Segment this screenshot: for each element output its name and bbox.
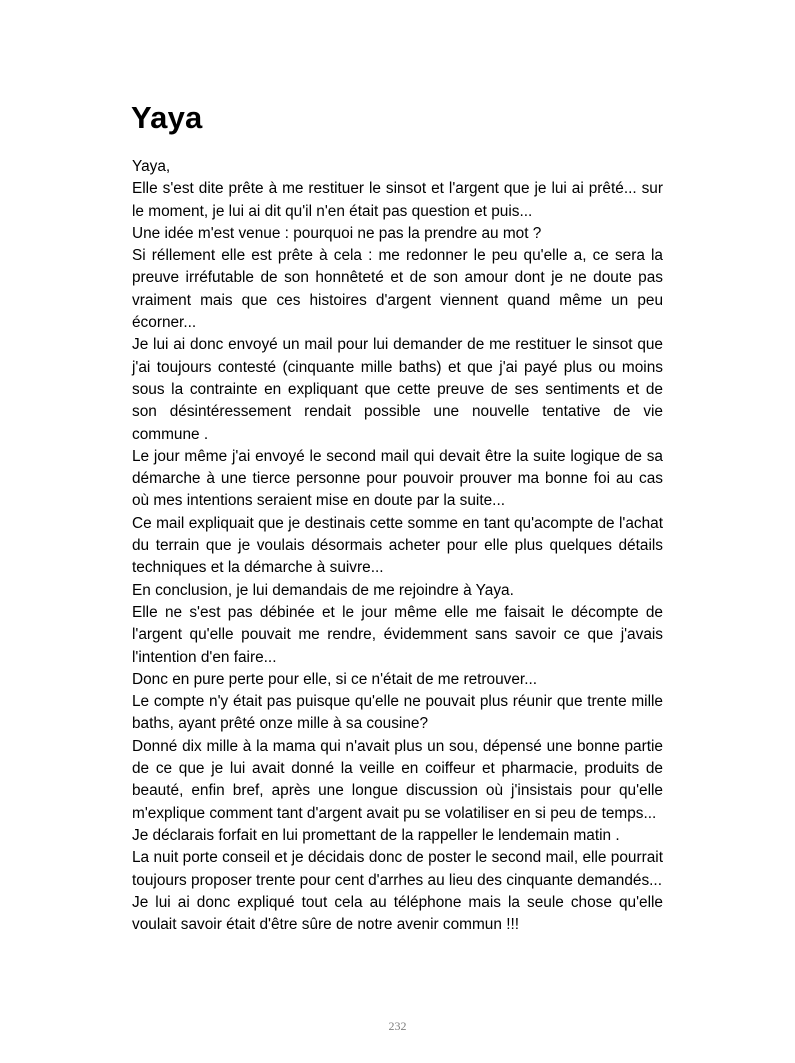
- paragraph: Je lui ai donc expliqué tout cela au téléphone mais la seule chose qu'elle voulait savoir était d'être sûre de notre avenir commun !!!: [132, 893, 663, 934]
- paragraph: Je déclarais forfait en lui promettant de la rappeller le lendemain matin .: [132, 826, 620, 844]
- paragraph: En conclusion, je lui demandais de me rejoindre à Yaya.: [132, 581, 514, 599]
- chapter-title: Yaya: [131, 100, 203, 135]
- paragraph: Si réllement elle est prête à cela : me redonner le peu qu'elle a, ce sera la preuve irréfutable de son honnêteté et de son amour dont je ne doute pas vraiment mais que ces histoires d'argent viennent quand même un peu écorner...: [132, 247, 663, 332]
- paragraph: Le compte n'y était pas puisque qu'elle ne pouvait plus réunir que trente mille baths, ayant prêté onze mille à sa cousine?: [132, 693, 663, 733]
- paragraph: Donc en pure perte pour elle, si ce n'était de me retrouver...: [132, 670, 538, 688]
- paragraph: Je lui ai donc envoyé un mail pour lui demander de me restituer le sinsot que j'ai toujours contesté (cinquante mille baths) et que j'ai payé plus ou moins sous la contrainte en expliquant que cette preuve de ses sentiments et de son désintéressement rendait possible une nouvelle tentative de vie commune .: [132, 336, 663, 443]
- paragraph: Yaya,: [132, 158, 171, 175]
- paragraph: Ce mail expliquait que je destinais cette somme en tant qu'acompte de l'achat du terrain que je voulais désormais acheter pour elle plus quelques détails techniques et la démarche à suivre...: [132, 514, 663, 577]
- page-number: 232: [388, 1019, 407, 1033]
- paragraph: Elle s'est dite prête à me restituer le sinsot et l'argent que je lui ai prêté... sur le moment, je lui ai dit qu'il n'en était pas question et puis...: [132, 180, 663, 220]
- paragraph: Donné dix mille à la mama qui n'avait plus un sou, dépensé une bonne partie de ce que je lui avait donné la veille en coiffeur et pharmacie, produits de beauté, enfin bref, après une longue discussion où j'insistais pour qu'elle m'explique comment tant d'argent avait pu se volatiliser en si peu de temps...: [132, 737, 663, 822]
- paragraph: Le jour même j'ai envoyé le second mail qui devait être la suite logique de sa démarche à une tierce personne pour pouvoir prouver ma bonne foi au cas où mes intentions seraient mise en doute par la suite...: [132, 447, 663, 510]
- paragraph: Elle ne s'est pas débinée et le jour même elle me faisait le décompte de l'argent qu'elle pouvait me rendre, évidemment sans savoir ce que j'avais l'intention d'en faire...: [132, 603, 663, 666]
- body-text: [132, 156, 663, 936]
- paragraph: Une idée m'est venue : pourquoi ne pas la prendre au mot ?: [132, 224, 542, 242]
- paragraph: La nuit porte conseil et je décidais donc de poster le second mail, elle pourrait toujours proposer trente pour cent d'arrhes au lieu des cinquante demandés...: [132, 849, 663, 889]
